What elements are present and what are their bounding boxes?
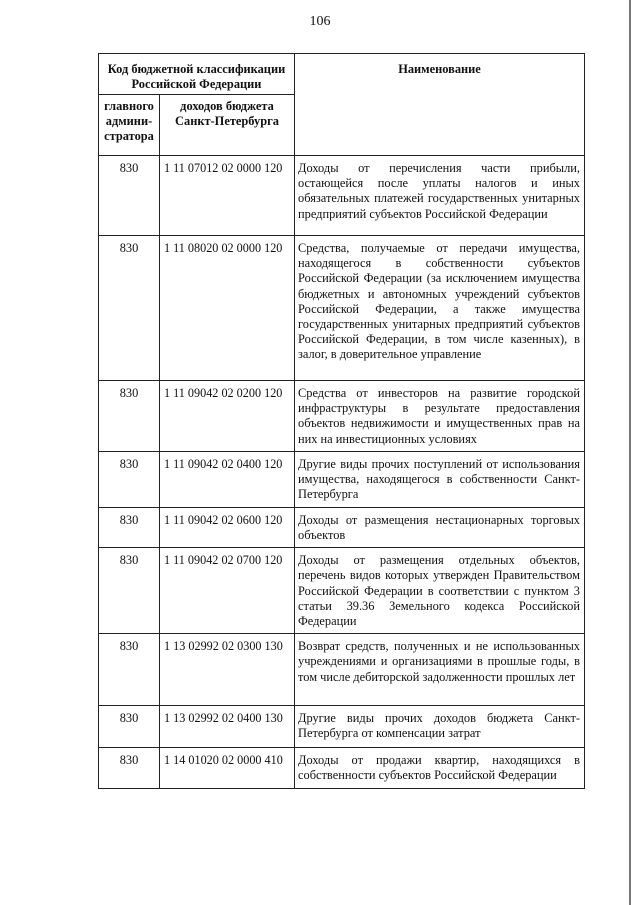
income-name-cell: Доходы от размещения отдельных объектов, перечень видов которых утвержден Правительством Российской Федерации в соответствии с пунктом 3 статьи 39.36 Земельного кодекса Российской Федерации bbox=[295, 548, 585, 634]
budget-classification-table bbox=[98, 53, 585, 789]
income-name-cell: Возврат средств, полученных и не использованных учреждениями и организациями в прошлые годы, в том числе дебиторской задолженности прошлых лет bbox=[295, 634, 585, 706]
admin-code-cell: 830 bbox=[99, 548, 160, 634]
income-code-cell: 1 11 08020 02 0000 120 bbox=[160, 236, 295, 381]
income-name-cell: Средства, получаемые от передачи имущества, находящегося в собственности субъектов Российской Федерации (за исключением имущества бюджетных и автономных учреждений субъектов Российской Федерации, а также имущества государственных унитарных предприятий субъектов Российской Федерации, в том числе казенных), в залог, в доверительное управление bbox=[295, 236, 585, 381]
income-code-cell: 1 13 02992 02 0400 130 bbox=[160, 706, 295, 748]
income-name-cell: Доходы от перечисления части прибыли, остающейся после уплаты налогов и иных обязательных платежей государственных унитарных предприятий субъектов Российской Федерации bbox=[295, 156, 585, 236]
admin-code-cell: 830 bbox=[99, 381, 160, 452]
table-row bbox=[99, 236, 585, 381]
table-row bbox=[99, 156, 585, 236]
page-number: 106 bbox=[309, 14, 331, 29]
income-name-cell: Доходы от продажи квартир, находящихся в собственности субъектов Российской Федерации bbox=[295, 748, 585, 788]
income-name-cell: Средства от инвесторов на развитие городской инфраструктуры в результате предоставления объектов недвижимости и имущественных прав на них на инвестиционных условиях bbox=[295, 381, 585, 452]
admin-code-cell: 830 bbox=[99, 748, 160, 788]
table-row bbox=[99, 706, 585, 748]
header-main-administrator: главного админи-стратора bbox=[99, 95, 160, 156]
table-row bbox=[99, 634, 585, 706]
income-name-cell: Доходы от размещения нестационарных торговых объектов bbox=[295, 507, 585, 547]
admin-code-cell: 830 bbox=[99, 507, 160, 547]
header-budget-income: доходов бюджета Санкт-Петербурга bbox=[160, 95, 295, 156]
income-name-cell: Другие виды прочих доходов бюджета Санкт-Петербурга от компенсации затрат bbox=[295, 706, 585, 748]
income-code-cell: 1 11 09042 02 0400 120 bbox=[160, 451, 295, 507]
income-name-cell: Другие виды прочих поступлений от использования имущества, находящегося в собственности Санкт-Петербурга bbox=[295, 451, 585, 507]
income-code-cell: 1 13 02992 02 0300 130 bbox=[160, 634, 295, 706]
table-header-row bbox=[99, 54, 585, 95]
table-row bbox=[99, 381, 585, 452]
admin-code-cell: 830 bbox=[99, 451, 160, 507]
income-code-cell: 1 11 09042 02 0600 120 bbox=[160, 507, 295, 547]
admin-code-cell: 830 bbox=[99, 156, 160, 236]
income-code-cell: 1 14 01020 02 0000 410 bbox=[160, 748, 295, 788]
table-row bbox=[99, 748, 585, 788]
admin-code-cell: 830 bbox=[99, 706, 160, 748]
header-name: Наименование bbox=[295, 54, 585, 156]
admin-code-cell: 830 bbox=[99, 236, 160, 381]
header-classification-code: Код бюджетной классификации Российской Федерации bbox=[99, 54, 295, 95]
scan-edge-line bbox=[629, 0, 631, 905]
income-code-cell: 1 11 09042 02 0200 120 bbox=[160, 381, 295, 452]
table-row bbox=[99, 451, 585, 507]
income-code-cell: 1 11 09042 02 0700 120 bbox=[160, 548, 295, 634]
table-row bbox=[99, 507, 585, 547]
income-code-cell: 1 11 07012 02 0000 120 bbox=[160, 156, 295, 236]
table-row bbox=[99, 548, 585, 634]
admin-code-cell: 830 bbox=[99, 634, 160, 706]
